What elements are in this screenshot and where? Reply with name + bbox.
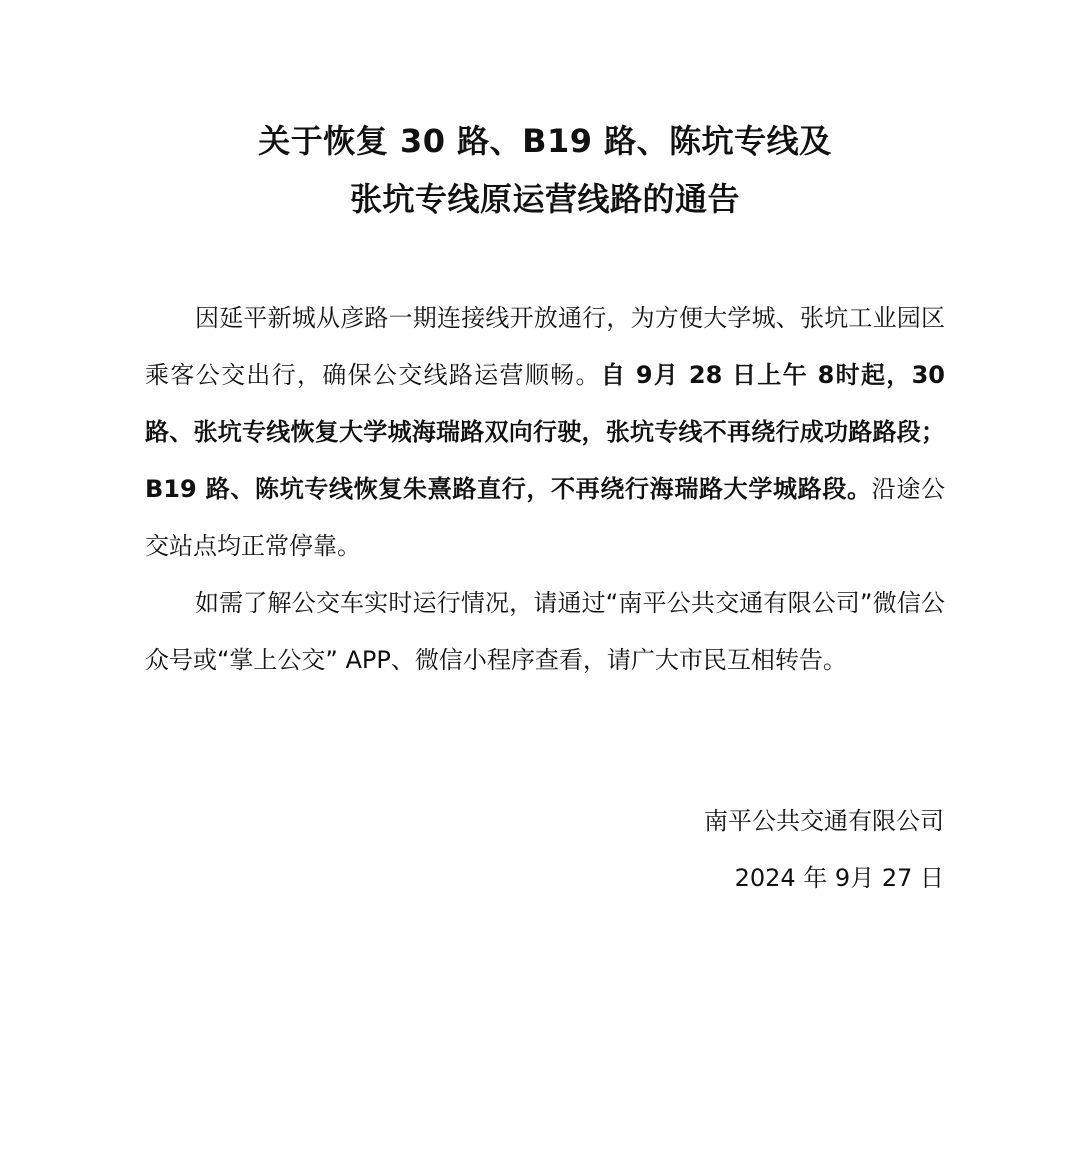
notice-title-line2: 张坑专线原运营线路的通告 (349, 180, 740, 218)
signature-date: 2024 年 9月 27 日 (734, 864, 944, 892)
signature-organization: 南平公共交通有限公司 (704, 807, 944, 835)
notice-body (145, 290, 945, 689)
paragraph-1-bold-schedule: 自 9月 28 日上午 8时起，30 路、张坑专线恢复大学城海瑞路双向行驶，张坑专线不再绕行成功路路段；B19 路、陈坑专线恢复朱熹路直行，不再绕行海瑞路大学城路段。 (145, 361, 945, 503)
paragraph-1-intro: 因延平新城从彦路一期连接线开放通行，为方便大学城、张坑工业园区乘客公交出行，确保公交线路运营顺畅。 (145, 304, 945, 389)
paragraph-1 (145, 290, 945, 575)
paragraph-2: 如需了解公交车实时运行情况，请通过“南平公共交通有限公司”微信公众号或“掌上公交” APP、微信小程序查看，请广大市民互相转告。 (145, 589, 945, 674)
paragraph-1-ending: 沿途公交站点均正常停靠。 (145, 475, 946, 560)
notice-title-line1: 关于恢复 30 路、B19 路、陈坑专线及 (258, 122, 832, 160)
